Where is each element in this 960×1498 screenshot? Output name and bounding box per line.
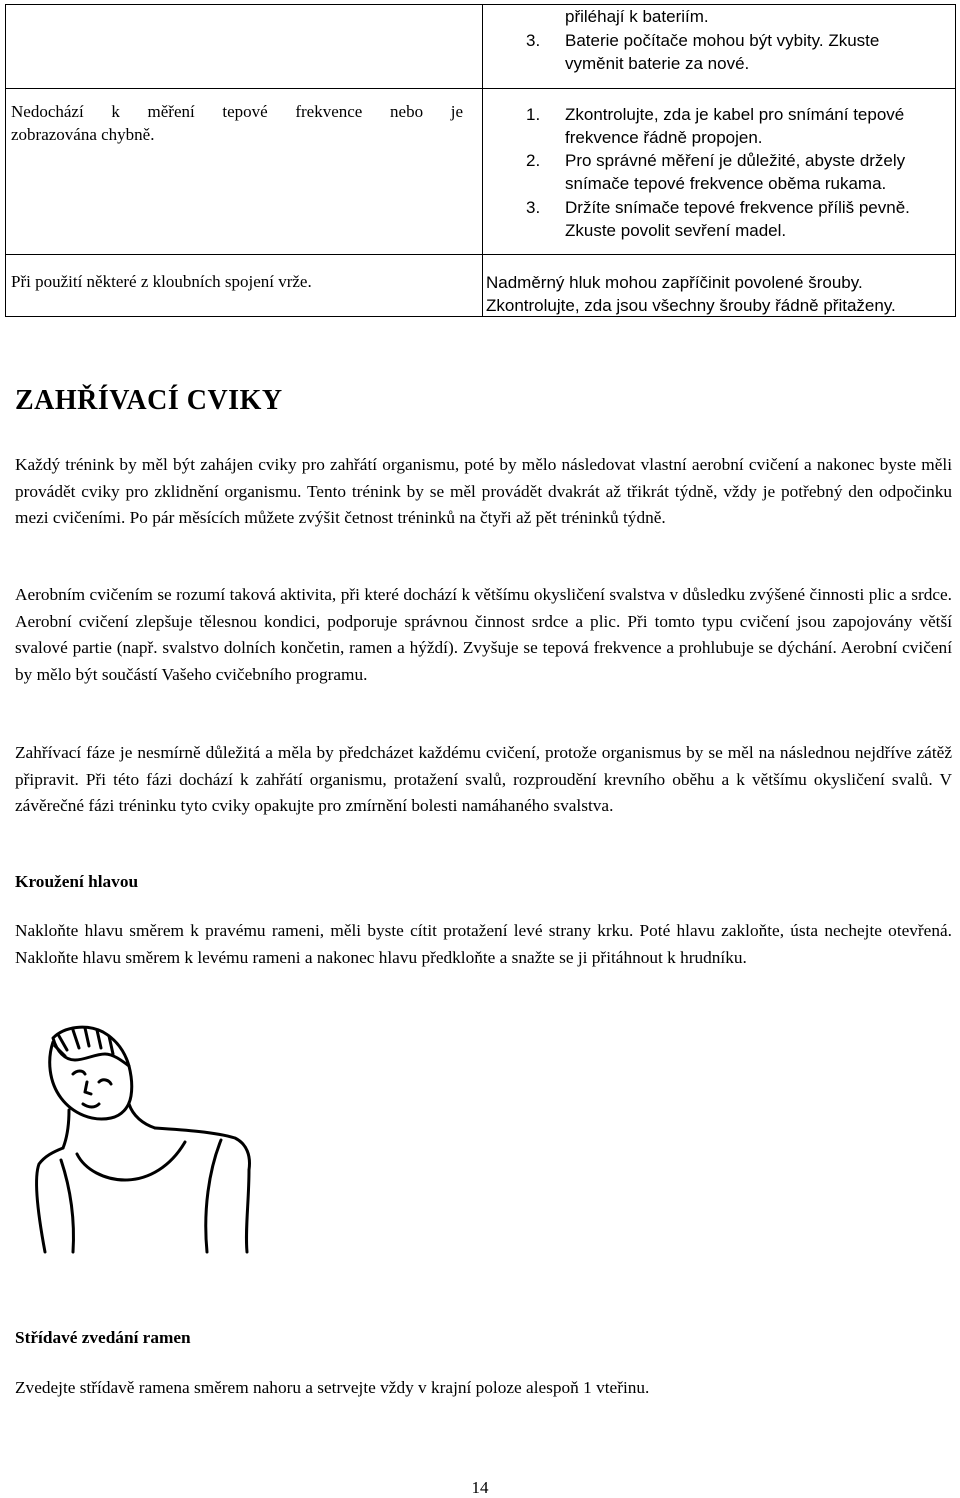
- list-item-line: Pro správné měření je důležité, abyste držely: [565, 151, 906, 170]
- paragraph-warmup: Zahřívací fáze je nesmírně důležitá a měla by předcházet každému cvičení, protože organismus by se měl na následnou nejdříve zátěž připravit. Při této fázi dochází k zahřátí organismu, protažení svalů, rozproudění krevního oběhu a k většímu okysličení svalů. V závěrečné fázi tréninku tyto cviky opakujte pro zmírnění bolesti namáhaného svalstva.: [15, 743, 952, 816]
- list-item-line: Zkuste povolit sevření madel.: [565, 221, 787, 240]
- page-number: 14: [471, 1478, 489, 1497]
- problem-text-line: zobrazována chybně.: [11, 125, 155, 144]
- list-item-line: Držíte snímače tepové frekvence příliš pevně.: [565, 198, 910, 217]
- exercise-text-shoulders: Zvedejte střídavě ramena směrem nahoru a setrvejte vždy v krajní poloze alespoň 1 vteřinu.: [15, 1378, 650, 1397]
- list-item-line: snímače tepové frekvence oběma rukama.: [565, 174, 887, 193]
- head-tilt-illustration: [25, 1020, 355, 1260]
- list-item-line: Baterie počítače mohou být vybity. Zkuste: [565, 31, 880, 50]
- list-number: 1.: [526, 105, 541, 124]
- problem-text-line: Při použití některé z kloubních spojení vrže.: [11, 272, 312, 291]
- paragraph-aerobic: Aerobním cvičením se rozumí taková aktivita, při které dochází k většímu okysličení svalstva v důsledku zvýšené činnosti plic a srdce. Aerobní cvičení zlepšuje tělesnou kondici, podporuje správnou činnost srdce a plic. Při tomto typu cvičení jsou zapojovány větší svalové partie (např. svalstvo dolních končetin, ramen a hýždí). Zvyšuje se tepová frekvence a prohlubuje se dýchání. Aerobní cvičení by mělo být součástí Vašeho cvičebního programu.: [15, 585, 952, 685]
- solution-text-line: Zkontrolujte, zda jsou všechny šrouby řádně přitaženy.: [486, 296, 896, 315]
- section-title: ZAHŘÍVACÍ CVIKY: [15, 385, 283, 416]
- solution-text-line: Nadměrný hluk mohou zapříčinit povolené šrouby.: [486, 273, 863, 292]
- exercise-text-head-circling: Nakloňte hlavu směrem k pravému rameni, měli byste cítit protažení levé strany krku. Poté hlavu zakloňte, ústa nechejte otevřená. Nakloňte hlavu směrem k levému rameni a nakonec hlavu předkloňte a snažte se ji přitáhnout k hrudníku.: [15, 921, 952, 967]
- list-number: 3.: [526, 31, 541, 50]
- exercise-title-head-circling: Kroužení hlavou: [15, 872, 139, 891]
- list-item-line: frekvence řádně propojen.: [565, 128, 763, 147]
- list-item-line: Zkontrolujte, zda je kabel pro snímání tepové: [565, 105, 905, 124]
- list-item-line: vyměnit baterie za nové.: [565, 54, 750, 73]
- list-number: 3.: [526, 198, 541, 217]
- solution-continuation: přiléhají k bateriím.: [565, 7, 709, 26]
- problem-text-line: Nedochází k měření tepové frekvence nebo je: [11, 102, 463, 121]
- paragraph-intro: Každý trénink by měl být zahájen cviky pro zahřátí organismu, poté by mělo následovat vlastní aerobní cvičení a nakonec byste měli provádět cviky pro zklidnění organismu. Tento trénink by se měl provádět dvakrát až třikrát týdně, vždy je potřebný den odpočinku mezi cvičeními. Po pár měsících můžete zvýšit četnost tréninků na čtyři až pět tréninků týdně.: [15, 455, 952, 528]
- exercise-title-shoulders: Střídavé zvedání ramen: [15, 1328, 191, 1347]
- problem-cell-empty: [6, 5, 483, 89]
- list-number: 2.: [526, 151, 541, 170]
